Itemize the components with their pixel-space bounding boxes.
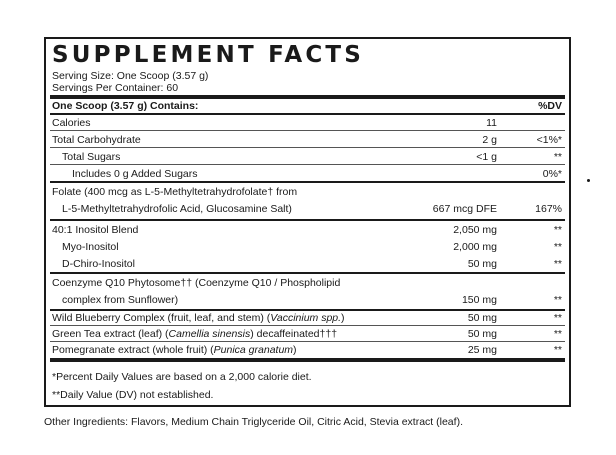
nutrient-name: Folate (400 mcg as L-5-Methyltetrahydrofolate† from	[52, 186, 298, 198]
nutrient-name: Wild Blueberry Complex (fruit, leaf, and stem) (Vaccinium spp.)	[52, 312, 345, 324]
nutrient-amount: 2,050 mg	[453, 224, 497, 236]
nutrient-name: Total Carbohydrate	[52, 134, 141, 146]
nutrient-name: Coenzyme Q10 Phytosome†† (Coenzyme Q10 / Phospholipid	[52, 277, 341, 289]
nutrient-name: 40:1 Inositol Blend	[52, 224, 139, 236]
nutrient-dv: **	[553, 151, 562, 163]
nutrient-amount: 2,000 mg	[453, 241, 497, 253]
divider	[50, 325, 565, 326]
serving-size: Serving Size: One Scoop (3.57 g)	[52, 70, 209, 82]
divider	[50, 181, 565, 183]
row-coq10	[50, 277, 565, 305]
nutrient-dv: **	[553, 294, 562, 306]
header-contains: One Scoop (3.57 g) Contains:	[52, 100, 199, 112]
nutrient-amount: 667 mcg DFE	[432, 203, 497, 215]
divider	[50, 130, 565, 131]
nutrient-dv: **	[553, 344, 562, 356]
nutrient-amount: 150 mg	[461, 294, 497, 306]
nutrient-name: Green Tea extract (leaf) (Camellia sinensis) decaffeinated†††	[52, 328, 338, 340]
nutrient-name-cont: L-5-Methyltetrahydrofolic Acid, Glucosamine Salt)	[62, 203, 292, 215]
nutrient-amount: 11	[486, 117, 497, 129]
nutrient-name: D-Chiro-Inositol	[62, 258, 135, 270]
other-ingredients: Other Ingredients: Flavors, Medium Chain Triglyceride Oil, Citric Acid, Stevia extract (leaf).	[44, 416, 463, 428]
footnote-dv-not-established: **Daily Value (DV) not established.	[52, 389, 214, 401]
nutrient-dv: **	[553, 328, 562, 340]
header-dv: %DV	[538, 100, 562, 112]
divider	[50, 147, 565, 148]
divider	[50, 309, 565, 311]
nutrient-amount: 25 mg	[467, 344, 497, 356]
panel-title: SUPPLEMENT FACTS	[52, 42, 365, 68]
stray-dot	[587, 179, 590, 182]
divider	[50, 113, 565, 115]
divider-thick	[50, 95, 565, 99]
divider-thick	[50, 358, 565, 362]
nutrient-name: Includes 0 g Added Sugars	[72, 168, 198, 180]
nutrient-name: Myo-Inositol	[62, 241, 119, 253]
nutrient-name: Total Sugars	[62, 151, 121, 163]
divider	[50, 164, 565, 165]
nutrient-dv: <1%*	[536, 134, 562, 146]
nutrient-amount: <1 g	[476, 151, 497, 163]
servings-per-container: Servings Per Container: 60	[52, 82, 179, 94]
row-folate	[50, 186, 565, 214]
nutrient-name: Pomegranate extract (whole fruit) (Punica granatum)	[52, 344, 297, 356]
nutrient-dv: 167%	[535, 203, 562, 215]
nutrient-amount: 2 g	[482, 134, 497, 146]
nutrient-amount: 50 mg	[467, 258, 497, 270]
nutrient-name-cont: complex from Sunflower)	[62, 294, 179, 306]
nutrient-dv: 0%*	[542, 168, 562, 180]
divider	[50, 272, 565, 274]
nutrient-dv: **	[553, 224, 562, 236]
nutrient-amount: 50 mg	[467, 312, 497, 324]
nutrient-name: Calories	[52, 117, 91, 129]
nutrient-amount: 50 mg	[467, 328, 497, 340]
nutrient-dv: **	[553, 258, 562, 270]
footnote-percent-dv: *Percent Daily Values are based on a 2,000 calorie diet.	[52, 371, 312, 383]
nutrient-dv: **	[553, 312, 562, 324]
divider	[50, 341, 565, 342]
supplement-facts-panel	[44, 37, 571, 407]
nutrient-dv: **	[553, 241, 562, 253]
divider	[50, 219, 565, 221]
